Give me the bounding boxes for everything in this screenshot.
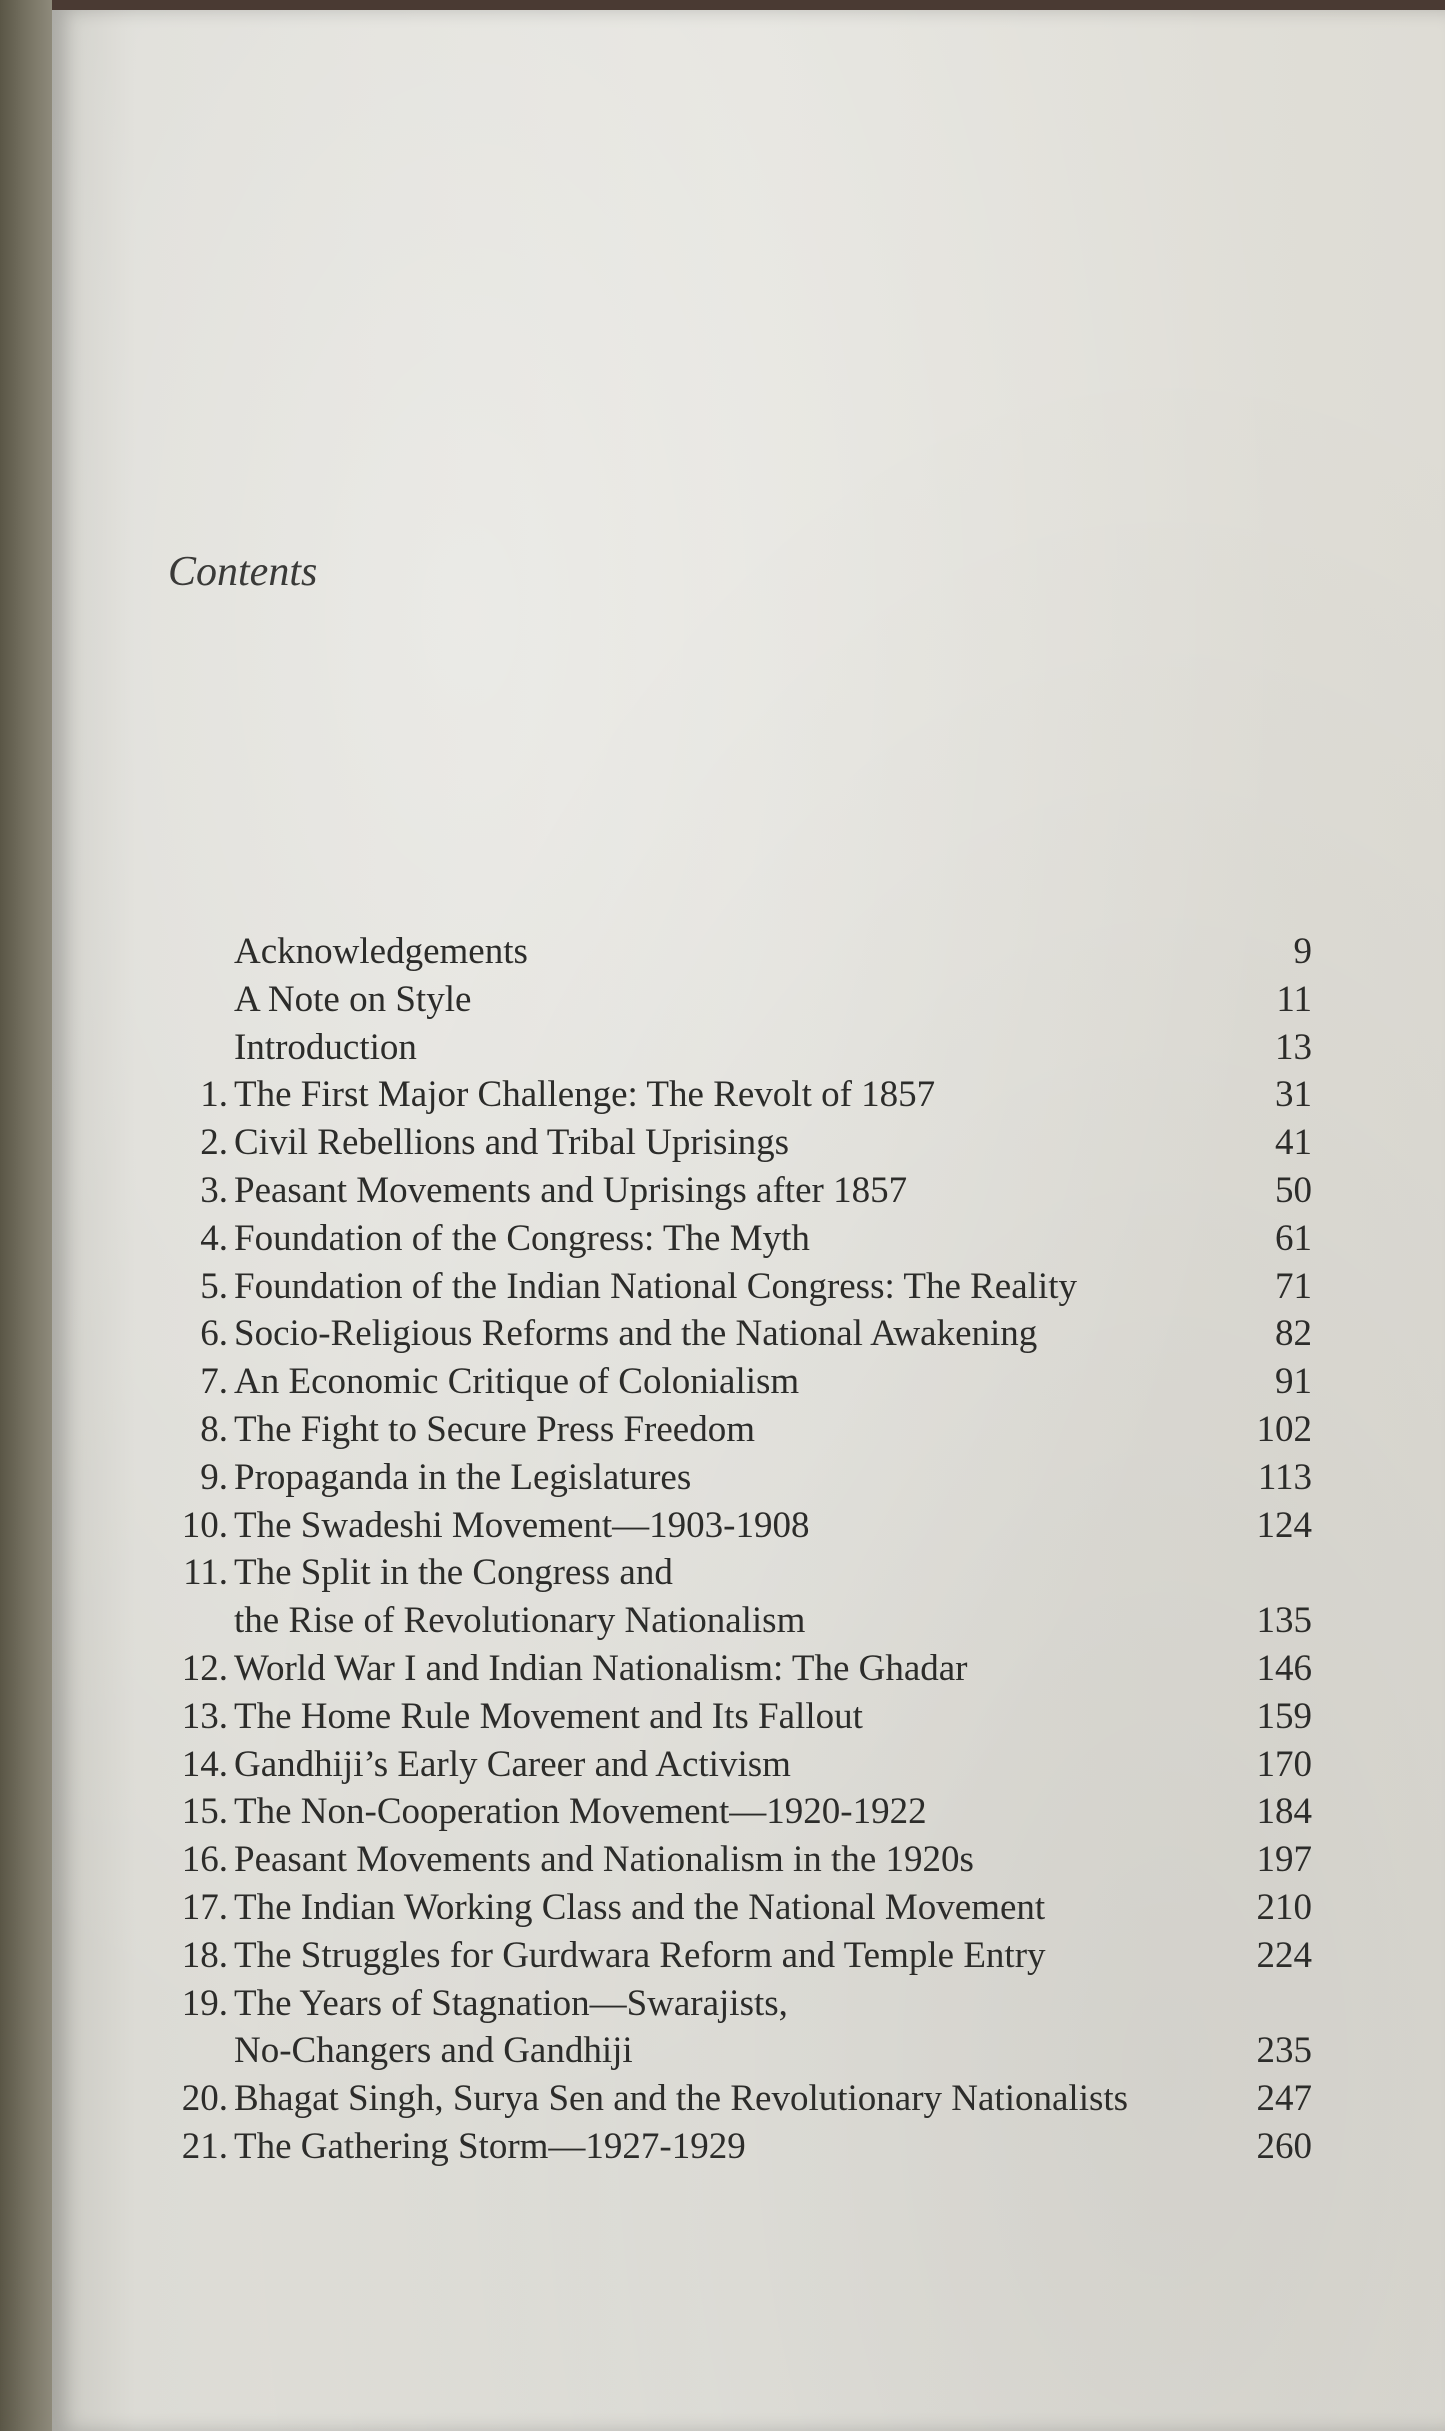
toc-title-line: No-Changers and Gandhiji xyxy=(234,2030,633,2072)
toc-chapter-number: 12. xyxy=(181,1647,228,1689)
toc-entry xyxy=(152,1884,1312,1932)
toc-title xyxy=(234,1119,1192,1167)
toc-entry xyxy=(152,1071,1312,1119)
toc-title-line: The Swadeshi Movement—1903-1908 xyxy=(234,1504,810,1546)
toc-page-number: 224 xyxy=(1256,1934,1312,1976)
toc-title-line: A Note on Style xyxy=(234,978,472,1020)
toc-title-line: Peasant Movements and Nationalism in the 1920s xyxy=(234,1839,974,1881)
toc-title xyxy=(234,928,1192,976)
toc-chapter-number: 2. xyxy=(200,1122,228,1164)
toc-chapter-number: 18. xyxy=(181,1934,228,1976)
toc-chapter-number: 14. xyxy=(181,1743,228,1785)
toc-entry xyxy=(152,1932,1312,1980)
toc-entry xyxy=(152,1645,1312,1693)
toc-title-line: The Fight to Secure Press Freedom xyxy=(234,1408,755,1450)
toc-chapter-number: 1. xyxy=(200,1074,228,1116)
toc-entry xyxy=(152,1788,1312,1836)
toc-title xyxy=(234,1215,1192,1263)
toc-title xyxy=(234,1358,1192,1406)
toc-entry xyxy=(152,1167,1312,1215)
toc-title-line: Introduction xyxy=(234,1026,417,1068)
toc-title-line: the Rise of Revolutionary Nationalism xyxy=(234,1600,806,1642)
toc-page-number: 159 xyxy=(1256,1695,1312,1737)
toc-title xyxy=(234,976,1192,1024)
toc-title xyxy=(234,2123,1192,2171)
toc-page-number: 31 xyxy=(1275,1074,1312,1116)
toc-page-number: 146 xyxy=(1256,1647,1312,1689)
toc-title-line: An Economic Critique of Colonialism xyxy=(234,1361,800,1403)
toc-chapter-number: 15. xyxy=(181,1791,228,1833)
toc-page-number: 247 xyxy=(1256,2078,1312,2120)
toc-page-number: 210 xyxy=(1256,1886,1312,1928)
toc-entry xyxy=(152,1836,1312,1884)
toc-title-line: The Gathering Storm—1927-1929 xyxy=(234,2125,746,2167)
toc-page-number: 197 xyxy=(1256,1839,1312,1881)
toc-title xyxy=(234,1502,1192,1550)
toc-page-number: 260 xyxy=(1256,2125,1312,2167)
toc-chapter-number: 3. xyxy=(200,1169,228,1211)
toc-title xyxy=(234,1693,1192,1741)
toc-chapter-number: 11. xyxy=(183,1552,228,1594)
toc-entry xyxy=(152,1693,1312,1741)
toc-title-line: The Struggles for Gurdwara Reform and Temple Entry xyxy=(234,1934,1046,1976)
toc-page-number: 13 xyxy=(1275,1026,1312,1068)
toc-title-line: Peasant Movements and Uprisings after 1857 xyxy=(234,1169,908,1211)
toc-chapter-number: 13. xyxy=(181,1695,228,1737)
toc-entry xyxy=(152,1119,1312,1167)
toc-title xyxy=(234,1167,1192,1215)
toc-entry xyxy=(152,1454,1312,1502)
toc-entry xyxy=(152,976,1312,1024)
toc-title-line: The Split in the Congress and xyxy=(234,1552,673,1594)
toc-title-line: The Years of Stagnation—Swarajists, xyxy=(234,1982,788,2024)
toc-chapter-number: 19. xyxy=(181,1982,228,2024)
toc-title xyxy=(234,1263,1192,1311)
toc-page-number: 135 xyxy=(1256,1600,1312,1642)
toc-entry xyxy=(152,1024,1312,1072)
toc-chapter-number xyxy=(152,976,234,1024)
toc-title-line: Foundation of the Indian National Congress: The Reality xyxy=(234,1265,1077,1307)
toc-page-number: 184 xyxy=(1256,1791,1312,1833)
toc-title xyxy=(234,2075,1192,2123)
toc-entry xyxy=(152,1980,1312,2076)
toc-chapter-number: 17. xyxy=(181,1886,228,1928)
page-title: Contents xyxy=(168,549,318,595)
toc-page-number: 102 xyxy=(1256,1408,1312,1450)
toc-title-line: The Non-Cooperation Movement—1920-1922 xyxy=(234,1791,927,1833)
toc-chapter-number: 6. xyxy=(200,1313,228,1355)
toc-title-line: Propaganda in the Legislatures xyxy=(234,1456,692,1498)
toc-page-number: 50 xyxy=(1275,1169,1312,1211)
toc-page-number: 91 xyxy=(1275,1361,1312,1403)
toc-page-number: 82 xyxy=(1275,1313,1312,1355)
toc-chapter-number xyxy=(152,928,234,976)
toc-chapter-number: 5. xyxy=(200,1265,228,1307)
toc-chapter-number: 10. xyxy=(181,1504,228,1546)
toc-title-line: Socio-Religious Reforms and the National Awakening xyxy=(234,1313,1038,1355)
toc-entry xyxy=(152,1263,1312,1311)
toc-page-number: 170 xyxy=(1256,1743,1312,1785)
toc-title xyxy=(234,1406,1192,1454)
toc-page-number: 41 xyxy=(1275,1122,1312,1164)
toc-entry xyxy=(152,1741,1312,1789)
toc-chapter-number: 7. xyxy=(200,1361,228,1403)
toc-page-number: 61 xyxy=(1275,1217,1312,1259)
toc-title xyxy=(234,1836,1192,1884)
toc-chapter-number: 4. xyxy=(200,1217,228,1259)
toc-title xyxy=(234,1071,1192,1119)
toc-entry xyxy=(152,1215,1312,1263)
toc-title xyxy=(234,1310,1192,1358)
toc-page-number: 235 xyxy=(1256,2030,1312,2072)
toc-page-number: 124 xyxy=(1256,1504,1312,1546)
book-spine-edge xyxy=(0,0,52,2431)
toc-entry xyxy=(152,1502,1312,1550)
toc-chapter-number: 8. xyxy=(200,1408,228,1450)
toc-title-line: Bhagat Singh, Surya Sen and the Revolutionary Nationalists xyxy=(234,2078,1129,2120)
toc-title xyxy=(234,1741,1192,1789)
toc-chapter-number: 9. xyxy=(200,1456,228,1498)
toc-chapter-number: 20. xyxy=(181,2078,228,2120)
toc-title xyxy=(234,1884,1192,1932)
toc-chapter-number xyxy=(152,1024,234,1072)
toc-title-line: Acknowledgements xyxy=(234,931,528,972)
toc-entry xyxy=(152,1406,1312,1454)
toc-entry xyxy=(152,1358,1312,1406)
toc-title-line: Foundation of the Congress: The Myth xyxy=(234,1217,810,1259)
toc-title xyxy=(234,1788,1192,1836)
toc-title xyxy=(234,1454,1192,1502)
toc-chapter-number: 16. xyxy=(181,1839,228,1881)
toc-page-number: 9 xyxy=(1293,931,1312,972)
toc-entry xyxy=(152,2075,1312,2123)
toc-title-line: The Home Rule Movement and Its Fallout xyxy=(234,1695,863,1737)
toc-chapter-number: 21. xyxy=(181,2125,228,2167)
toc-entry xyxy=(152,1549,1312,1645)
toc-title-line: World War I and Indian Nationalism: The Ghadar xyxy=(234,1647,968,1689)
toc-title xyxy=(234,1980,1192,2076)
toc-title xyxy=(234,1932,1192,1980)
toc-entry xyxy=(152,2123,1312,2171)
toc-title-line: Civil Rebellions and Tribal Uprisings xyxy=(234,1122,790,1164)
book-page xyxy=(52,10,1445,2431)
toc-page-number: 11 xyxy=(1276,978,1312,1020)
toc-title-line: The First Major Challenge: The Revolt of 1857 xyxy=(234,1074,936,1116)
toc-title-line: Gandhiji’s Early Career and Activism xyxy=(234,1743,791,1785)
book-top-edge xyxy=(52,0,1445,10)
toc-entry xyxy=(152,1310,1312,1358)
toc-title xyxy=(234,1024,1192,1072)
toc-title-line: The Indian Working Class and the National Movement xyxy=(234,1886,1046,1928)
toc-page-number: 71 xyxy=(1275,1265,1312,1307)
toc-title xyxy=(234,1645,1192,1693)
toc-entry xyxy=(152,928,1312,976)
toc-page-number: 113 xyxy=(1257,1456,1312,1498)
table-of-contents xyxy=(152,928,1312,2171)
toc-title xyxy=(234,1549,1192,1645)
